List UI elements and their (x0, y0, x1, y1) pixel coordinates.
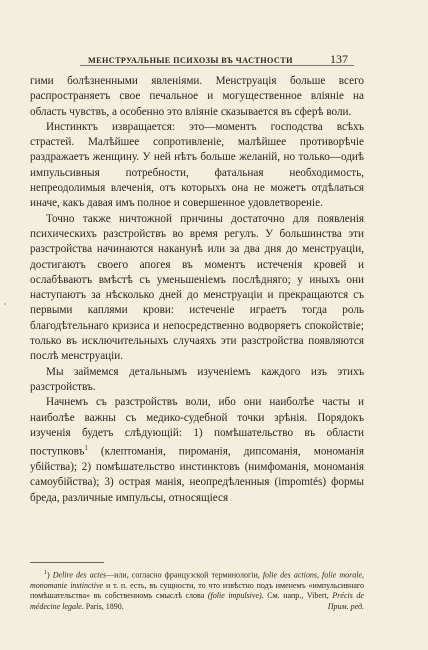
footnote-term-1: Delire des actes (52, 570, 107, 580)
running-head: МЕНСТРУАЛЬНЫЕ ПСИХОЗЫ ВЪ ЧАСТНОСТИ (88, 56, 293, 65)
footnote-marker: 1 (44, 570, 47, 576)
paragraph-instinct: Инстинктъ извращается: это—моментъ господства всѣхъ страстей. Малѣйшее сопротивленіе, малѣйшее противорѣчіе раздражаетъ женщину. У ней нѣтъ больше желаній, но только—одиѣ импульсивныя потребности, фатальная необходимость, непреодолимыя влеченія, отъ которыхъ она не можетъ отдѣлаться иначе, какъ давая имъ полное и совершенное удовлетвореніе. (30, 120, 364, 210)
paragraph-will (30, 395, 364, 506)
main-text (30, 74, 364, 506)
paper-speck (4, 303, 6, 305)
footnote-text-4: . Paris, 1890. (81, 601, 124, 611)
footnote-rule (30, 562, 104, 563)
footnote-text: $^1$) Delire des actes—или, согласно французской терминологіи, folie des actions, folie morale, monomanie instinctive и т. п. есть, въ сущности, то что извѣстно подъ именемъ «импульсивнаго помѣшательства» въ собственномъ смыслѣ слова (folie impulsive). См. напр., Vibert, Précis de médecine legale. Paris, 1890. Прим. ред. (30, 570, 364, 611)
footnote-text-1: —или, согласно французской терминологіи, (106, 570, 263, 580)
translator-note: Прим. ред. (327, 601, 364, 611)
footnote (30, 568, 364, 612)
footnote-text-3: . См. напр., Vibert, (261, 591, 333, 601)
footnote-text-2: и т. п. есть, въ сущности, то что извѣстно подъ именемъ «импульсивнаго помѣшательства» въ собственномъ смыслѣ слова (30, 581, 364, 601)
footnote-term-3: (folie impulsive) (207, 591, 262, 601)
footnote-book-title: Précis de médecine legale (30, 591, 364, 611)
paragraph-disorders: Точно также ничтожной причины достаточно для появленія психическихъ разстройствъ во время регулъ. У большинства эти разстройства начинаются наканунѣ или за два дня до менструаціи, достигаютъ своего апогея въ моментъ истеченія кровей и ослабѣваютъ вмѣстѣ съ уменьшеніемъ послѣдняго; у иныхъ они наступаютъ за нѣсколько дней до менструаціи и прекращаются съ первыми каплями крови: истеченіе играетъ тогда роль благодѣтельнаго кризиса и непосредственно водворяетъ спокойствіе; только въ исключительныхъ случаяхъ эти разстройства появляются послѣ менструаціи. (30, 212, 364, 363)
footnote-term-2: folie des actions, folie morale, monomanie instinctive (30, 570, 364, 591)
page-number: 137 (330, 52, 348, 66)
paragraph-will-start: Начнемъ съ разстройствъ воли, ибо они наиболѣе часты и наиболѣе важны съ медико-судебной точки зрѣнія. Порядокъ изученія будетъ слѣдующій: 1) помѣшательство въ области поступковъ (30, 396, 364, 458)
paragraph-will-rest: (клептоманія, пироманія, дипсоманія, мономанія убійства); 2) помѣшательство инстинктовъ (нимфоманія, мономанія самоубійства); 3) острая манія, неопредѣленныя (impomtés) формы бреда, различные импульсы, относящіеся (30, 445, 364, 504)
footnote-reference: 1 (84, 444, 88, 453)
paragraph-study: Мы займемся детальнымъ изученіемъ каждого изъ этихъ разстройствъ. (30, 365, 364, 393)
paragraph-continuation: гими болѣзненными явленіями. Менструація больше всего распространяетъ свое печальное и могущественное вліяніе на область чувствъ, а особенно это вліяніе сказывается въ сферѣ воли. (30, 75, 364, 118)
header-rule (80, 65, 354, 66)
